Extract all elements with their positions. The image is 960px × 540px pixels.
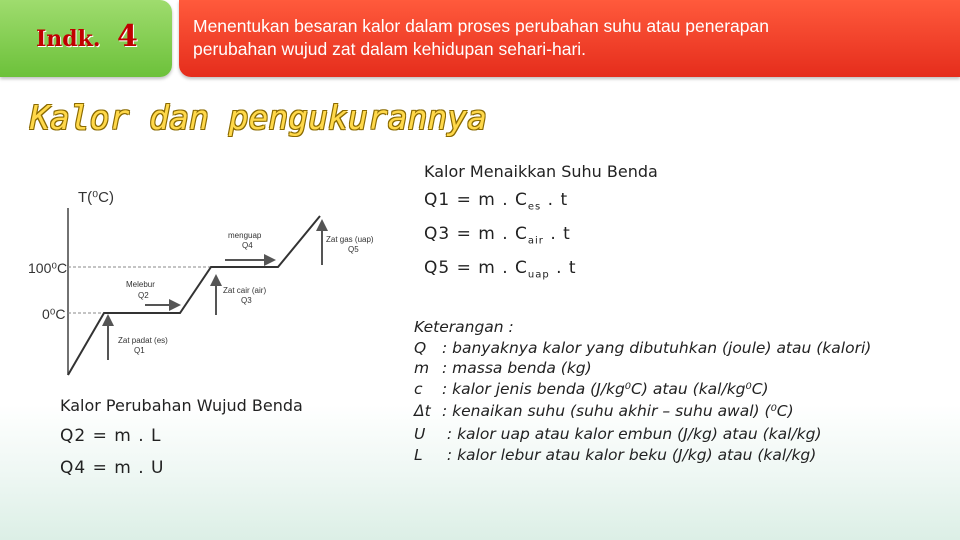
indicator-label: Indk. bbox=[36, 26, 101, 52]
objective-text bbox=[193, 15, 953, 61]
keterangan-symbol: Q bbox=[414, 339, 427, 357]
caption-kenaikan-suhu: Kalor Menaikkan Suhu Benda bbox=[424, 162, 658, 181]
keterangan-row bbox=[414, 380, 769, 398]
tick-100: 100⁰C bbox=[28, 260, 68, 276]
label-zat-padat: Zat padat (es) bbox=[118, 336, 168, 345]
formula-q5-sub: uap bbox=[527, 269, 550, 281]
indicator-number: 4 bbox=[117, 19, 138, 54]
label-zat-cair: Zat cair (air) bbox=[223, 286, 267, 295]
keterangan-desc: : massa benda (kg) bbox=[442, 359, 592, 377]
page-title: Kalor dan pengukurannya bbox=[30, 98, 487, 137]
keterangan-desc: : kalor lebur atau kalor beku (J/kg) atau (kal/kg) bbox=[442, 446, 817, 464]
formula-q3-sub: air bbox=[527, 235, 544, 247]
keterangan-row bbox=[414, 402, 794, 420]
label-q5: Q5 bbox=[348, 245, 359, 254]
keterangan-symbol: Δt bbox=[414, 402, 431, 420]
formula-q1 bbox=[424, 190, 568, 212]
caption-perubahan-wujud: Kalor Perubahan Wujud Benda bbox=[60, 396, 303, 415]
formula-q5 bbox=[424, 258, 577, 280]
label-q4: Q4 bbox=[242, 241, 253, 250]
keterangan-row bbox=[414, 425, 822, 443]
formula-q1-rhs: . t bbox=[541, 190, 569, 210]
keterangan-row bbox=[414, 446, 816, 464]
keterangan-symbol: m bbox=[414, 359, 430, 377]
label-q3: Q3 bbox=[241, 296, 252, 305]
keterangan-desc: : kenaikan suhu (suhu akhir – suhu awal) (⁰C) bbox=[442, 402, 794, 420]
heating-curve bbox=[68, 216, 320, 375]
formula-q5-lhs: Q5 = m . C bbox=[424, 258, 528, 278]
objective-line-2: perubahan wujud zat dalam kehidupan sehari-hari. bbox=[193, 39, 587, 59]
keterangan-row bbox=[414, 359, 592, 377]
indicator-box bbox=[0, 0, 172, 77]
keterangan-title: Keterangan : bbox=[414, 318, 514, 336]
label-zat-gas: Zat gas (uap) bbox=[326, 235, 374, 244]
tick-0: 0⁰C bbox=[42, 306, 66, 322]
keterangan-symbol: L bbox=[414, 446, 423, 464]
keterangan-symbol: U bbox=[414, 425, 426, 443]
keterangan-row bbox=[414, 339, 871, 357]
formula-q5-rhs: . t bbox=[549, 258, 577, 278]
keterangan-desc: : kalor jenis benda (J/kg⁰C) atau (kal/kg⁰C) bbox=[442, 380, 769, 398]
formula-q2: Q2 = m . L bbox=[60, 426, 162, 446]
formula-q3-lhs: Q3 = m . C bbox=[424, 224, 528, 244]
keterangan-desc: : banyaknya kalor yang dibutuhkan (joule) atau (kalori) bbox=[442, 339, 872, 357]
formula-q3-rhs: . t bbox=[543, 224, 571, 244]
label-menguap: menguap bbox=[228, 231, 262, 240]
objective-banner bbox=[179, 0, 960, 77]
label-q1: Q1 bbox=[134, 346, 145, 355]
label-melebur: Melebur bbox=[126, 280, 155, 289]
keterangan-desc: : kalor uap atau kalor embun (J/kg) atau (kal/kg) bbox=[442, 425, 822, 443]
heating-curve-graph bbox=[20, 180, 390, 380]
formula-q1-sub: es bbox=[527, 201, 542, 213]
formula-q4: Q4 = m . U bbox=[60, 458, 165, 478]
label-q2: Q2 bbox=[138, 291, 149, 300]
objective-line-1: Menentukan besaran kalor dalam proses perubahan suhu atau penerapan bbox=[193, 16, 769, 36]
formula-q1-lhs: Q1 = m . C bbox=[424, 190, 528, 210]
keterangan-symbol: c bbox=[414, 380, 423, 398]
y-axis-label: T(⁰C) bbox=[78, 189, 114, 206]
formula-q3 bbox=[424, 224, 571, 246]
